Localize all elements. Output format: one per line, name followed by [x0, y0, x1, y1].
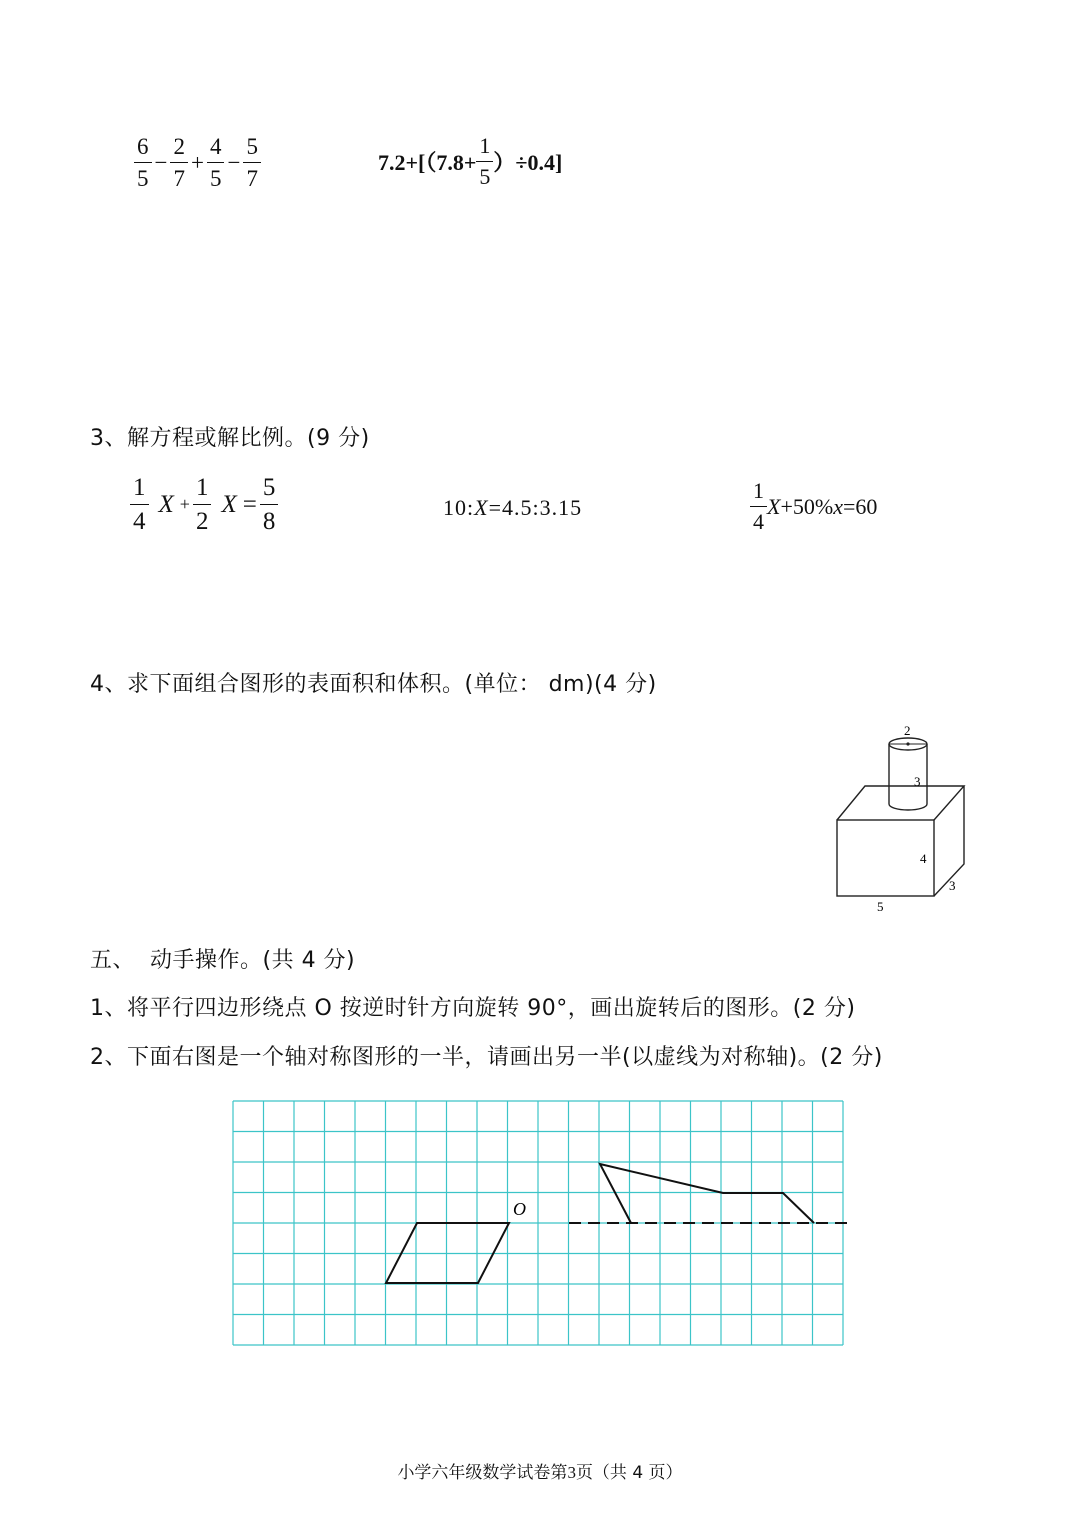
variable-x: x — [833, 493, 843, 519]
fraction: $\frac{4}{5}$ — [207, 135, 225, 190]
page-number: 3 — [567, 1463, 576, 1482]
equation-1 — [130, 475, 278, 534]
fraction: $\frac{2}{7}$ — [170, 135, 188, 190]
calc-expression-1 — [134, 135, 261, 190]
point-o-label: O — [513, 1199, 526, 1219]
square-grid — [228, 1098, 853, 1350]
page-footer: 小学六年级数学试卷第3页（共 4 页） — [397, 1463, 683, 1483]
variable-x: X — [767, 493, 781, 519]
fraction: $\frac{6}{5}$ — [134, 135, 152, 190]
section-4-title: 4、求下面组合图形的表面积和体积。(单位： dm)(4 分) — [90, 672, 657, 697]
label-box-height: 4 — [920, 851, 927, 866]
expression-prefix: 7.2+[（7.8+ — [378, 150, 477, 175]
plus-sign: + — [179, 494, 190, 514]
question-5-2: 2、下面右图是一个轴对称图形的一半，请画出另一半(以虚线为对称轴)。(2 分) — [90, 1045, 883, 1070]
variable-x: X — [221, 490, 237, 518]
section-3-title: 3、解方程或解比例。(9 分) — [90, 426, 370, 451]
fraction: $\frac{1}{5}$ — [476, 135, 493, 188]
label-cylinder-height: 3 — [914, 774, 921, 789]
fraction: $\frac{1}{4}$ — [750, 480, 767, 533]
fraction: $\frac{1}{2}$ — [193, 475, 212, 534]
operator: − — [154, 149, 168, 175]
question-5-1: 1、将平行四边形绕点 O 按逆时针方向旋转 90°，画出旋转后的图形。(2 分) — [90, 996, 856, 1021]
fraction: $\frac{1}{4}$ — [130, 475, 149, 534]
fraction: $\frac{5}{8}$ — [260, 475, 279, 534]
equation-3: $\frac{1}{4}$ X +50% x =60 — [750, 480, 877, 533]
label-box-length: 5 — [877, 899, 884, 914]
variable-x: X — [474, 495, 489, 520]
fraction: $\frac{5}{7}$ — [243, 135, 261, 190]
label-box-depth: 3 — [949, 878, 956, 893]
section-5-title: 五、 动手操作。(共 4 分) — [90, 948, 356, 973]
expression-suffix: ）÷0.4] — [493, 150, 563, 175]
label-diameter: 2 — [904, 723, 911, 738]
operator: − — [227, 149, 241, 175]
equals-sign: = — [242, 490, 257, 518]
operator: + — [190, 149, 204, 175]
calc-expression-2 — [378, 135, 562, 188]
composite-solid-figure — [825, 718, 995, 918]
variable-x: X — [158, 490, 174, 518]
equation-2: 10:X=4.5:3.15 — [443, 495, 583, 520]
